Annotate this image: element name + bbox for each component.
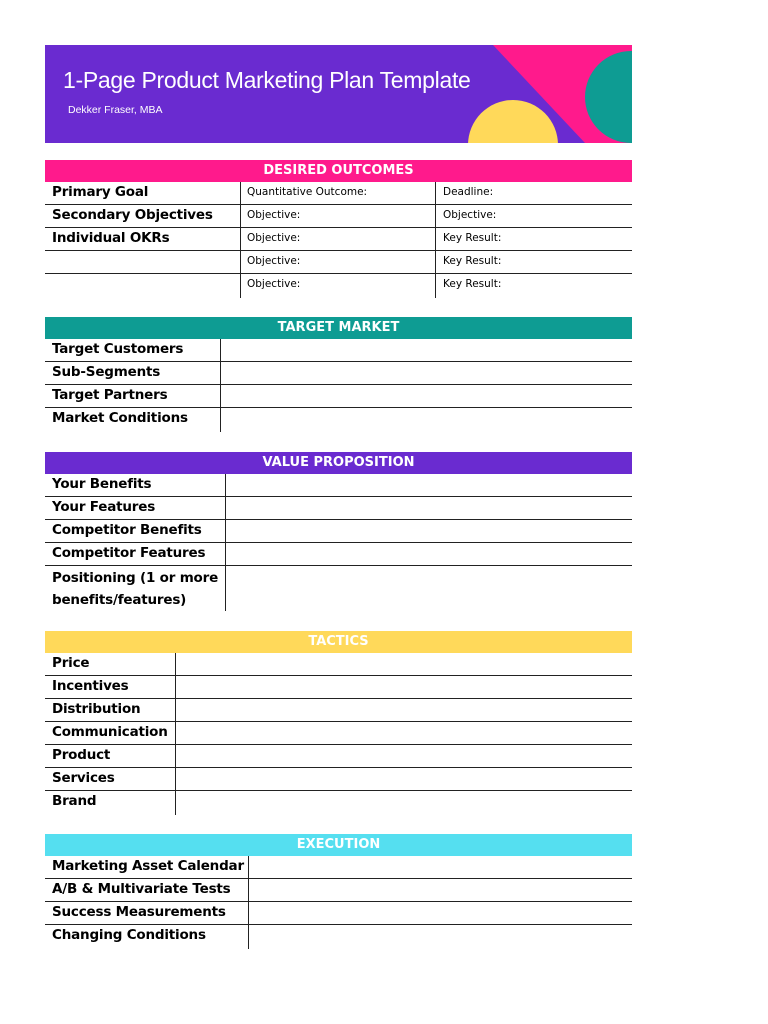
cell-objective[interactable]: Objective:	[247, 278, 301, 290]
column-divider	[435, 228, 436, 251]
row-label-target-partners: Target Partners	[52, 387, 168, 403]
table-row	[45, 653, 632, 676]
column-divider	[248, 879, 249, 902]
column-divider	[175, 768, 176, 791]
table-row	[45, 182, 632, 205]
row-label-marketing-asset-calendar: Marketing Asset Calendar	[52, 858, 244, 874]
row-label-incentives: Incentives	[52, 678, 129, 694]
column-divider	[175, 699, 176, 722]
row-label-communication: Communication	[52, 724, 168, 740]
section-header-target-market: TARGET MARKET	[45, 317, 632, 339]
table-row	[45, 205, 632, 228]
row-label-ab-tests: A/B & Multivariate Tests	[52, 881, 231, 897]
row-label-changing-conditions: Changing Conditions	[52, 927, 206, 943]
table-row	[45, 362, 632, 385]
column-divider	[248, 925, 249, 949]
table-row	[45, 566, 632, 610]
table-row	[45, 274, 632, 297]
row-label-sub-segments: Sub-Segments	[52, 364, 161, 380]
column-divider	[175, 791, 176, 815]
row-label-success-measurements: Success Measurements	[52, 904, 226, 920]
column-divider	[435, 274, 436, 298]
section-header-tactics: TACTICS	[45, 631, 632, 653]
author-name: Dekker Fraser, MBA	[68, 104, 163, 116]
table-row	[45, 228, 632, 251]
column-divider	[225, 543, 226, 566]
section-header-execution: EXECUTION	[45, 834, 632, 856]
table-row	[45, 408, 632, 431]
row-label-primary-goal: Primary Goal	[52, 184, 149, 200]
table-row	[45, 543, 632, 566]
table-row	[45, 520, 632, 543]
column-divider	[248, 856, 249, 879]
column-divider	[175, 653, 176, 676]
table-row	[45, 768, 632, 791]
table-row	[45, 925, 632, 948]
cell-objective[interactable]: Objective:	[247, 232, 301, 244]
table-row	[45, 251, 632, 274]
banner-decoration	[45, 45, 632, 143]
table-row	[45, 791, 632, 814]
row-label-brand: Brand	[52, 793, 97, 809]
table-row	[45, 902, 632, 925]
table-row	[45, 339, 632, 362]
column-divider	[225, 520, 226, 543]
table-row	[45, 856, 632, 879]
column-divider	[175, 722, 176, 745]
column-divider	[225, 497, 226, 520]
row-label-your-benefits: Your Benefits	[52, 476, 152, 492]
column-divider	[220, 362, 221, 385]
row-label-target-customers: Target Customers	[52, 341, 184, 357]
row-label-distribution: Distribution	[52, 701, 141, 717]
row-label-competitor-features: Competitor Features	[52, 545, 206, 561]
column-divider	[240, 205, 241, 228]
table-row	[45, 745, 632, 768]
header-banner	[45, 45, 632, 143]
column-divider	[240, 182, 241, 205]
column-divider	[220, 339, 221, 362]
row-label-services: Services	[52, 770, 115, 786]
column-divider	[240, 228, 241, 251]
column-divider	[435, 251, 436, 274]
row-label-price: Price	[52, 655, 90, 671]
cell-deadline[interactable]: Deadline:	[443, 186, 494, 198]
column-divider	[175, 745, 176, 768]
column-divider	[225, 474, 226, 497]
column-divider	[435, 182, 436, 205]
section-header-value-proposition: VALUE PROPOSITION	[45, 452, 632, 474]
cell-key-result[interactable]: Key Result:	[443, 232, 502, 244]
table-row	[45, 879, 632, 902]
table-row	[45, 699, 632, 722]
row-label-individual-okrs: Individual OKRs	[52, 230, 170, 246]
column-divider	[175, 676, 176, 699]
column-divider	[220, 408, 221, 432]
table-row	[45, 497, 632, 520]
table-row	[45, 474, 632, 497]
column-divider	[248, 902, 249, 925]
row-label-secondary-objectives: Secondary Objectives	[52, 207, 213, 223]
cell-key-result[interactable]: Key Result:	[443, 278, 502, 290]
cell-objective[interactable]: Objective:	[247, 209, 301, 221]
column-divider	[225, 566, 226, 611]
row-label-product: Product	[52, 747, 111, 763]
table-row	[45, 676, 632, 699]
section-header-desired-outcomes: DESIRED OUTCOMES	[45, 160, 632, 182]
row-label-your-features: Your Features	[52, 499, 156, 515]
cell-key-result[interactable]: Key Result:	[443, 255, 502, 267]
column-divider	[435, 205, 436, 228]
column-divider	[220, 385, 221, 408]
cell-quantitative-outcome[interactable]: Quantitative Outcome:	[247, 186, 368, 198]
page-title: 1-Page Product Marketing Plan Template	[63, 67, 471, 93]
row-label-competitor-benefits: Competitor Benefits	[52, 522, 202, 538]
column-divider	[240, 251, 241, 274]
row-label-market-conditions: Market Conditions	[52, 410, 188, 426]
cell-objective[interactable]: Objective:	[247, 255, 301, 267]
table-row	[45, 722, 632, 745]
table-row	[45, 385, 632, 408]
row-label-positioning: Positioning (1 or more benefits/features)	[52, 570, 219, 608]
cell-objective[interactable]: Objective:	[443, 209, 497, 221]
column-divider	[240, 274, 241, 298]
